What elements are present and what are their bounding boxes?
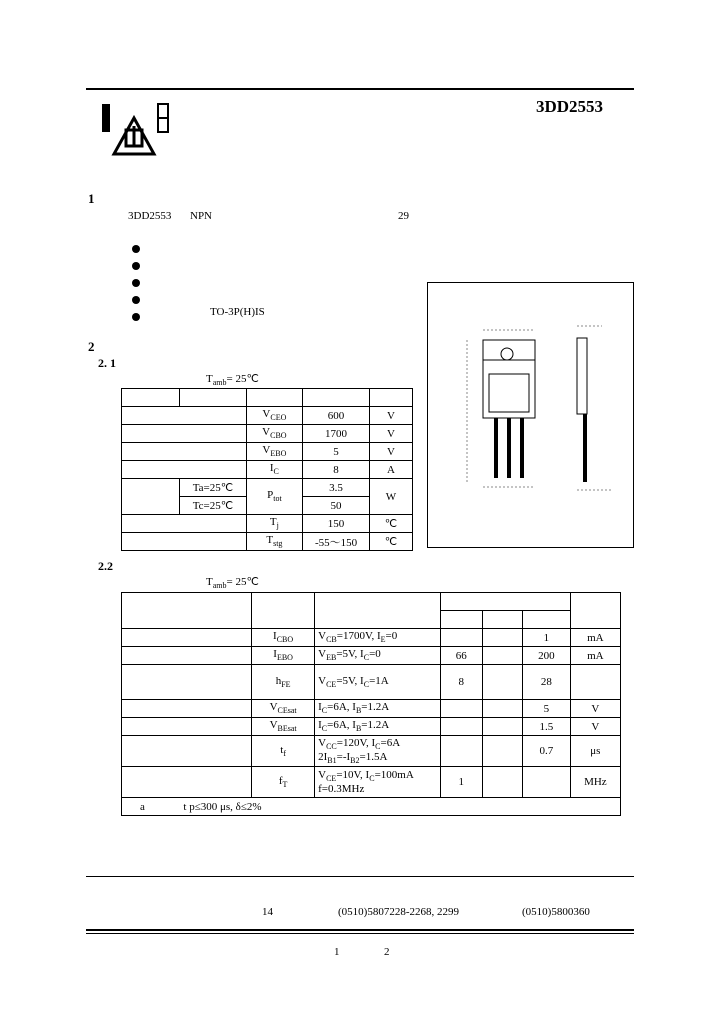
table-row: a t p≤300 μs, δ≤2% — [122, 798, 621, 816]
table-row: $V_{CBO}$ 1700 V — [122, 425, 413, 443]
table-header-row — [122, 389, 413, 407]
electrical-characteristics-table — [121, 592, 621, 816]
table-row: $I_{EBO}$ $V_{EB}=5V$, $I_C=0$ 66 200 mA — [122, 647, 621, 665]
table-row: $V_{CEO}$ 600 V — [122, 407, 413, 425]
package-type: TO-3P(H)IS — [210, 306, 265, 318]
table-header-row — [122, 593, 621, 611]
top-rule — [86, 88, 634, 90]
subsection-2-1: 2. 1 — [98, 356, 116, 370]
footer-rule — [86, 876, 634, 877]
part-number: 3DD2553 — [536, 97, 604, 116]
page-number: 1 — [334, 946, 340, 958]
footer-phone: (0510)5807228-2268, 2299 — [338, 906, 459, 918]
table-row: $t_f$ $V_{CC}=120V$, $I_C=6A$ $2I_{B1}=-I_{B2}=1.5A$ 0.7 μs — [122, 736, 621, 767]
abs-condition: $T_{amb}=$ 25℃ — [206, 373, 259, 388]
section-2-heading: 2 — [88, 339, 95, 354]
table-row: Tc=25℃ 50 — [122, 497, 413, 515]
table-row: $I_C$ 8 A — [122, 461, 413, 479]
table-row: $f_T$ $V_{CE}=10V$, $I_C=100mA$ f=0.3MHz 1 MHz — [122, 767, 621, 798]
page-total: 2 — [384, 946, 390, 958]
subsection-2-2: 2.2 — [98, 559, 113, 573]
feature-bullet — [132, 291, 144, 309]
table-row: $T_{stg}$ -55～150 ℃ — [122, 533, 413, 551]
table-row: $V_{BEsat}$ $I_C=6A$, $I_B=1.2A$ 1.5 V — [122, 718, 621, 736]
table-row: $h_{FE}$ $V_{CE}=5V$, $I_C=1A$ 8 28 — [122, 665, 621, 700]
company-logo — [98, 96, 176, 166]
footer-double-rule — [86, 933, 634, 934]
description-29: 29 — [398, 210, 409, 222]
feature-bullet — [132, 257, 144, 275]
footer-double-rule — [86, 929, 634, 931]
table-row: $V_{CEsat}$ $I_C=6A$, $I_B=1.2A$ 5 V — [122, 700, 621, 718]
table-row: $I_{CBO}$ $V_{CB}=1700V$, $I_E=0$ 1 mA — [122, 629, 621, 647]
description-part: 3DD2553 — [128, 210, 172, 222]
table-row: Ta=25℃ $P_{tot}$ 3.5 W — [122, 479, 413, 497]
package-outline-drawing — [427, 282, 634, 548]
feature-bullet — [132, 308, 144, 326]
table-row: $T_j$ 150 ℃ — [122, 515, 413, 533]
elec-condition: $T_{amb}=$ 25℃ — [206, 576, 259, 591]
feature-bullet — [132, 274, 144, 292]
footer-fax: (0510)5800360 — [522, 906, 590, 918]
feature-bullet — [132, 240, 144, 258]
description-npn: NPN — [190, 210, 213, 222]
footer-address-number: 14 — [262, 906, 273, 918]
section-1-heading: 1 — [88, 191, 95, 206]
table-row: $V_{EBO}$ 5 V — [122, 443, 413, 461]
absolute-ratings-table — [121, 388, 413, 551]
